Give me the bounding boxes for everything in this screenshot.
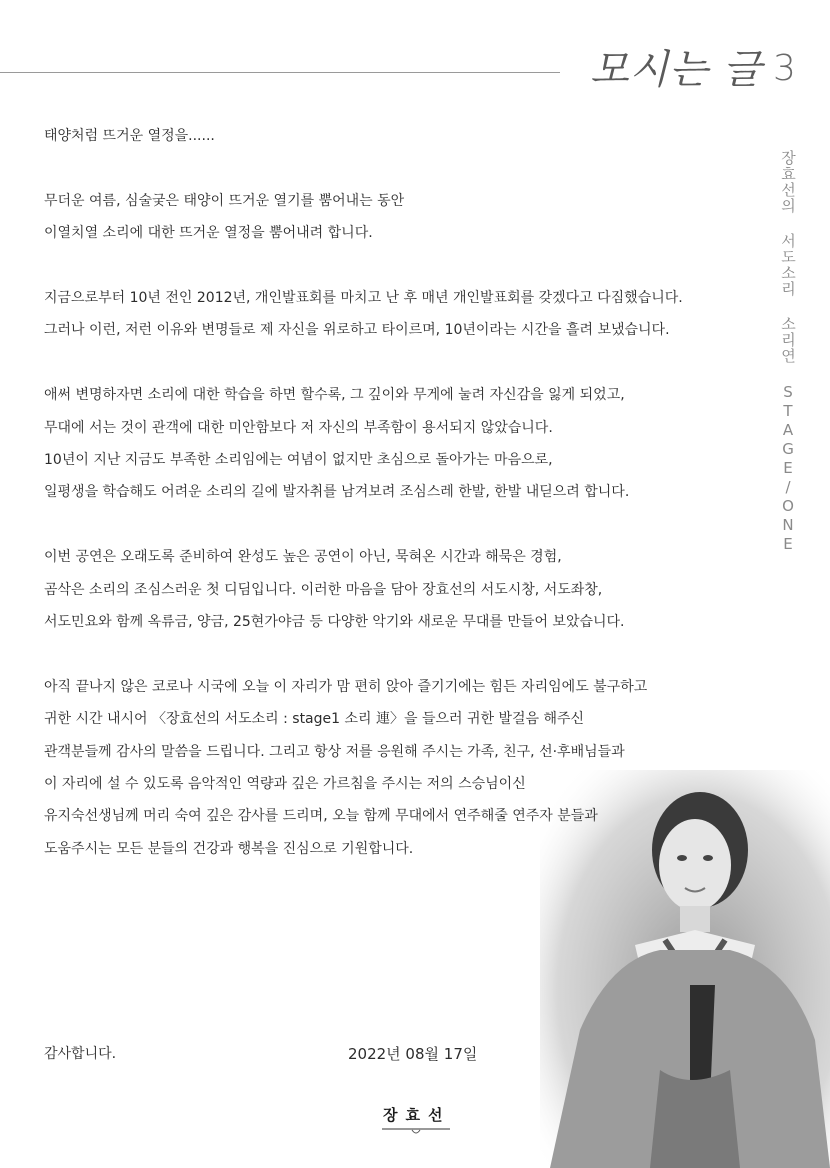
letter-line: 일평생을 학습해도 어려운 소리의 길에 발자취를 남겨보려 조심스레 한발, 한발 내딛으려 합니다. — [44, 484, 630, 501]
letter-line: 지금으로부터 10년 전인 2012년, 개인발표회를 마치고 난 후 매년 개인발표회를 갖겠다고 다짐했습니다. — [44, 290, 683, 306]
author-signature: 장효선 — [383, 1106, 451, 1124]
letter-line: 이열치열 소리에 대한 뜨거운 열정을 뿜어내려 합니다. — [44, 225, 373, 242]
letter-line: 무대에 서는 것이 관객에 대한 미안함보다 저 자신의 부족함이 용서되지 않았습니다. — [44, 419, 553, 436]
letter-line: 귀한 시간 내시어 〈장효선의 서도소리 : stage1 소리 連〉을 들으러 귀한 발걸음 해주신 — [44, 711, 585, 728]
letter-line: 이 자리에 설 수 있도록 음악적인 역량과 깊은 가르침을 주시는 저의 스승님이신 — [44, 776, 526, 793]
header-rule — [0, 72, 560, 73]
letter-line: 그러나 이런, 저런 이유와 변명들로 제 자신을 위로하고 타이르며, 10년이라는 시간을 흘려 보냈습니다. — [44, 322, 670, 339]
letter-line: 도움주시는 모든 분들의 건강과 행복을 진심으로 기원합니다. — [44, 840, 414, 857]
letter-line: 10년이 지난 지금도 부족한 소리임에는 여념이 없지만 초심으로 돌아가는 마음으로, — [44, 452, 553, 469]
page-heading: 모시는 글 — [590, 47, 763, 93]
letter-line: 관객분들께 감사의 말씀을 드립니다. 그리고 항상 저를 응원해 주시는 가족, 친구, 선·후배님들과 — [44, 743, 625, 760]
signature-underline-ornament — [382, 1125, 450, 1137]
letter-paragraph — [44, 185, 764, 250]
closing-line: 감사합니다. — [44, 1046, 117, 1062]
letter-date: 2022년 08월 17일 — [348, 1045, 478, 1063]
letter-line: 서도민요와 함께 옥류금, 양금, 25현가야금 등 다양한 악기와 새로운 무대를 만들어 보았습니다. — [44, 614, 625, 631]
letter-paragraph — [44, 282, 764, 347]
letter-line: 태양처럼 뜨거운 열정을...... — [44, 128, 215, 144]
letter-line: 애써 변명하자면 소리에 대한 학습을 하면 할수록, 그 깊이와 무게에 눌려 자신감을 잃게 되었고, — [44, 387, 625, 404]
letter-line: 유지숙선생님께 머리 숙여 깊은 감사를 드리며, 오늘 함께 무대에서 연주해줄 연주자 분들과 — [44, 808, 598, 825]
letter-paragraph — [44, 541, 764, 638]
letter-paragraph — [44, 120, 764, 152]
letter-paragraph — [44, 379, 764, 509]
letter-line: 무더운 여름, 심술궂은 태양이 뜨거운 열기를 뿜어내는 동안 — [44, 192, 405, 209]
vertical-side-title: 장효선의 서도소리 소리연 STAGE/ONE — [779, 150, 797, 554]
page-number: 3 — [773, 48, 796, 89]
letter-line: 이번 공연은 오래도록 준비하여 완성도 높은 공연이 아닌, 묵혀온 시간과 해묵은 경험, — [44, 549, 562, 566]
letter-line: 아직 끝나지 않은 코로나 시국에 오늘 이 자리가 맘 편히 앉아 즐기기에는 힘든 자리임에도 불구하고 — [44, 678, 648, 695]
letter-line: 곰삭은 소리의 조심스러운 첫 디딤입니다. 이러한 마음을 담아 장효선의 서도시창, 서도좌창, — [44, 581, 603, 598]
letter-body — [44, 120, 764, 865]
letter-paragraph — [44, 671, 764, 865]
